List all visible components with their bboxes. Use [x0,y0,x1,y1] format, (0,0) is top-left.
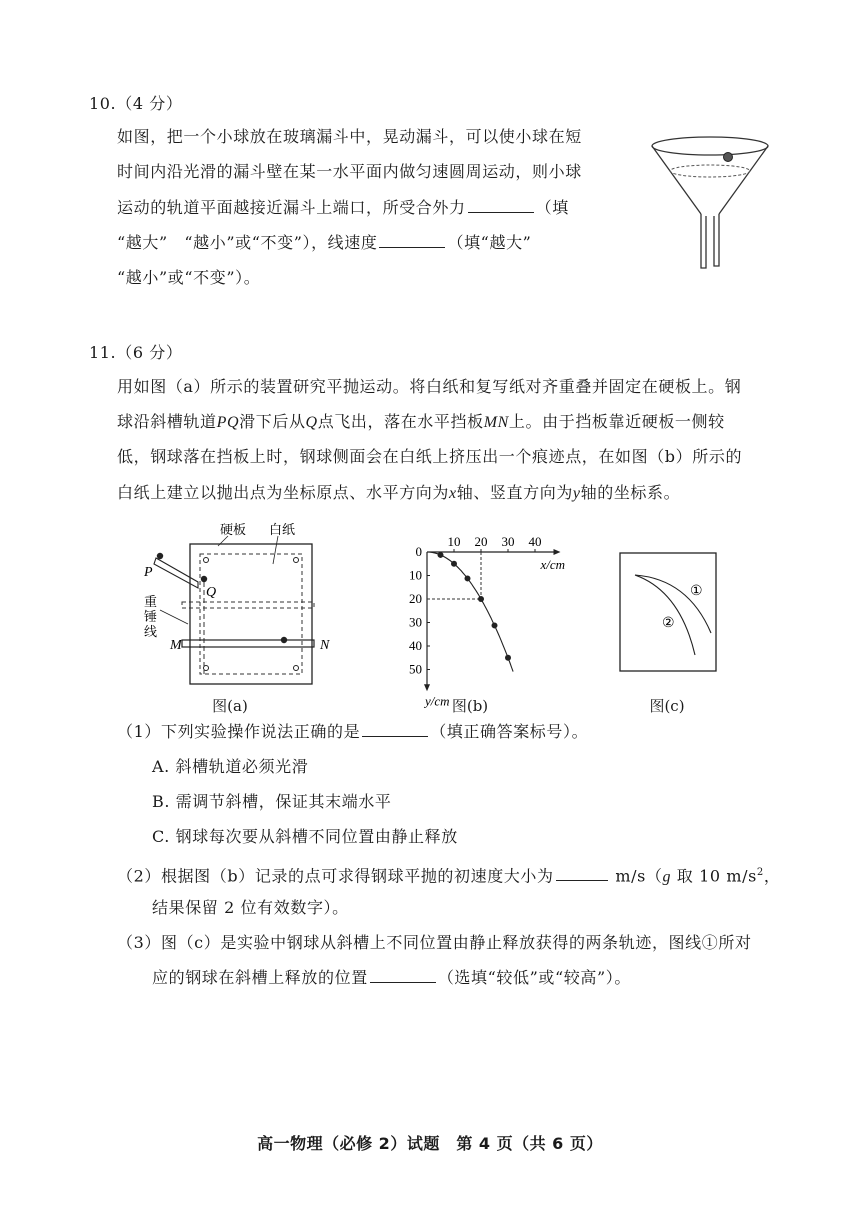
q11-sup: 2 [756,867,764,878]
q11-text: （2）根据图（b）记录的点可求得钢球平抛的初速度大小为 [117,866,554,886]
q10-text: 运动的轨道平面越接近漏斗上端口，所受合外力 [117,198,466,217]
q11-intro-1: 用如图（a）所示的装置研究平抛运动。将白纸和复写纸对齐重叠并固定在硬板上。钢 [117,377,742,396]
label-M: M [170,638,182,653]
baffle-MN [182,640,314,647]
q11-answer-blank-1[interactable] [362,722,428,737]
q11-text: 滑下后从 [239,412,306,431]
q11-text: （填正确答案标号）。 [430,722,589,741]
q11-text: m/s（ [615,866,663,886]
trajectory-2 [635,575,695,655]
data-point [465,575,471,581]
q11-var-y: y [572,485,581,502]
q11-var-Q: Q [305,414,318,431]
x-tick-label: 20 [474,534,488,549]
y-axis-arrow [424,684,430,691]
q11-var-x: x [449,485,457,502]
y-axis-label: y/cm [425,693,450,709]
ball-icon [724,153,733,162]
q10-line-3 [117,198,569,218]
q11-text: 轴的坐标系。 [580,483,681,502]
caption-a: 图(a) [212,697,248,715]
caption-b: 图(b) [451,697,489,715]
label-N: N [320,638,330,653]
label-Q: Q [206,585,217,600]
q10-line-5: “越小”或“不变”）。 [117,268,261,287]
y-tick-label: 40 [409,638,422,653]
q11-text: 取 10 m/s [671,866,757,886]
x-tick-label: 40 [528,534,542,549]
q10-line-1: 如图，把一个小球放在玻璃漏斗中，晃动漏斗，可以使小球在短 [117,127,582,146]
q10-answer-blank-2[interactable] [379,233,445,248]
q11-text: 点飞出，落在水平挡板 [317,412,484,431]
q11-sub1 [117,722,588,742]
y-tick-label: 20 [409,591,422,606]
data-point [505,655,511,661]
q11-text: （选填“较低”或“较高”）。 [437,968,631,987]
q11-var-MN: MN [483,414,509,431]
q11-intro-3: 低，钢球落在挡板上时，钢球侧面会在白纸上挤压出一个痕迹点，在如图（b）所示的 [117,447,743,466]
q11-text: 上。由于挡板靠近硬板一侧较 [508,412,725,431]
q11-sub2 [117,863,780,887]
page-footer: 高一物理（必修 2）试题 第 4 页（共 6 页） [257,1134,603,1153]
q11-var-g: g [662,868,672,886]
q10-text: “越大” “越小”或“不变”），线速度 [117,233,378,252]
hard-board [190,544,312,684]
data-point [478,596,484,602]
q10-line-4 [117,233,531,253]
q11-sub3-line2 [152,968,631,988]
y-tick-label: 30 [409,614,422,630]
q11-intro-2 [117,412,725,433]
q10-text: （填“越大” [447,233,532,252]
trajectory-curve [427,552,513,672]
y-tick-label: 10 [409,567,422,583]
q11-var-PQ: PQ [216,414,240,431]
q11-answer-blank-2[interactable] [556,866,608,881]
q11-answer-blank-3[interactable] [370,968,436,983]
x-tick-label: 10 [447,534,461,549]
figure-c [618,551,720,673]
q11-option-c: C. 钢球每次要从斜槽不同位置由静止释放 [152,827,458,846]
q11-text: 应的钢球在斜槽上释放的位置 [152,968,368,987]
q11-text: （1）下列实验操作说法正确的是 [117,722,361,741]
q10-answer-blank-1[interactable] [468,198,534,213]
q11-text: 轴、竖直方向为 [456,483,573,502]
label-paper: 白纸 [269,522,296,537]
label-curve-2: ② [662,616,675,631]
figure-a [138,518,328,690]
q11-text: 球沿斜槽轨道 [117,412,217,431]
x-axis-arrow [554,549,561,555]
white-paper [200,554,302,674]
q11-option-b: B. 需调节斜槽，保证其末端水平 [152,792,392,811]
label-curve-1: ① [690,584,703,599]
q11-text: 白纸上建立以抛出点为坐标原点、水平方向为 [117,483,450,502]
label-plumb-2: 锤 [144,609,158,624]
q11-option-a: A. 斜槽轨道必须光滑 [152,757,309,776]
q11-header: 11.（6 分） [89,343,183,362]
label-board: 硬板 [220,522,247,537]
q11-text: ， [763,866,781,886]
chute [154,558,198,588]
q11-sub2-line2: 结果保留 2 位有效数字）。 [152,898,349,917]
funnel-figure [640,128,780,276]
q10-text: （填 [535,198,569,217]
q10-line-2: 时间内沿光滑的漏斗壁在某一水平面内做匀速圆周运动，则小球 [117,162,582,181]
data-point [451,561,457,567]
x-tick-label: 30 [501,534,515,549]
q10-header: 10.（4 分） [89,94,183,113]
caption-c: 图(c) [649,697,685,715]
q11-intro-4 [117,483,680,504]
q11-sub3: （3）图（c）是实验中钢球从斜槽上不同位置由静止释放获得的两条轨迹，图线①所对 [117,933,752,952]
y-tick-label: 50 [409,661,422,677]
data-point [492,622,498,628]
label-plumb-3: 线 [144,624,158,639]
x-axis-label: x/cm [540,557,566,572]
data-point [438,552,444,558]
label-P: P [144,565,153,580]
y-tick-label: 0 [415,544,422,559]
label-plumb-1: 重 [144,594,158,609]
